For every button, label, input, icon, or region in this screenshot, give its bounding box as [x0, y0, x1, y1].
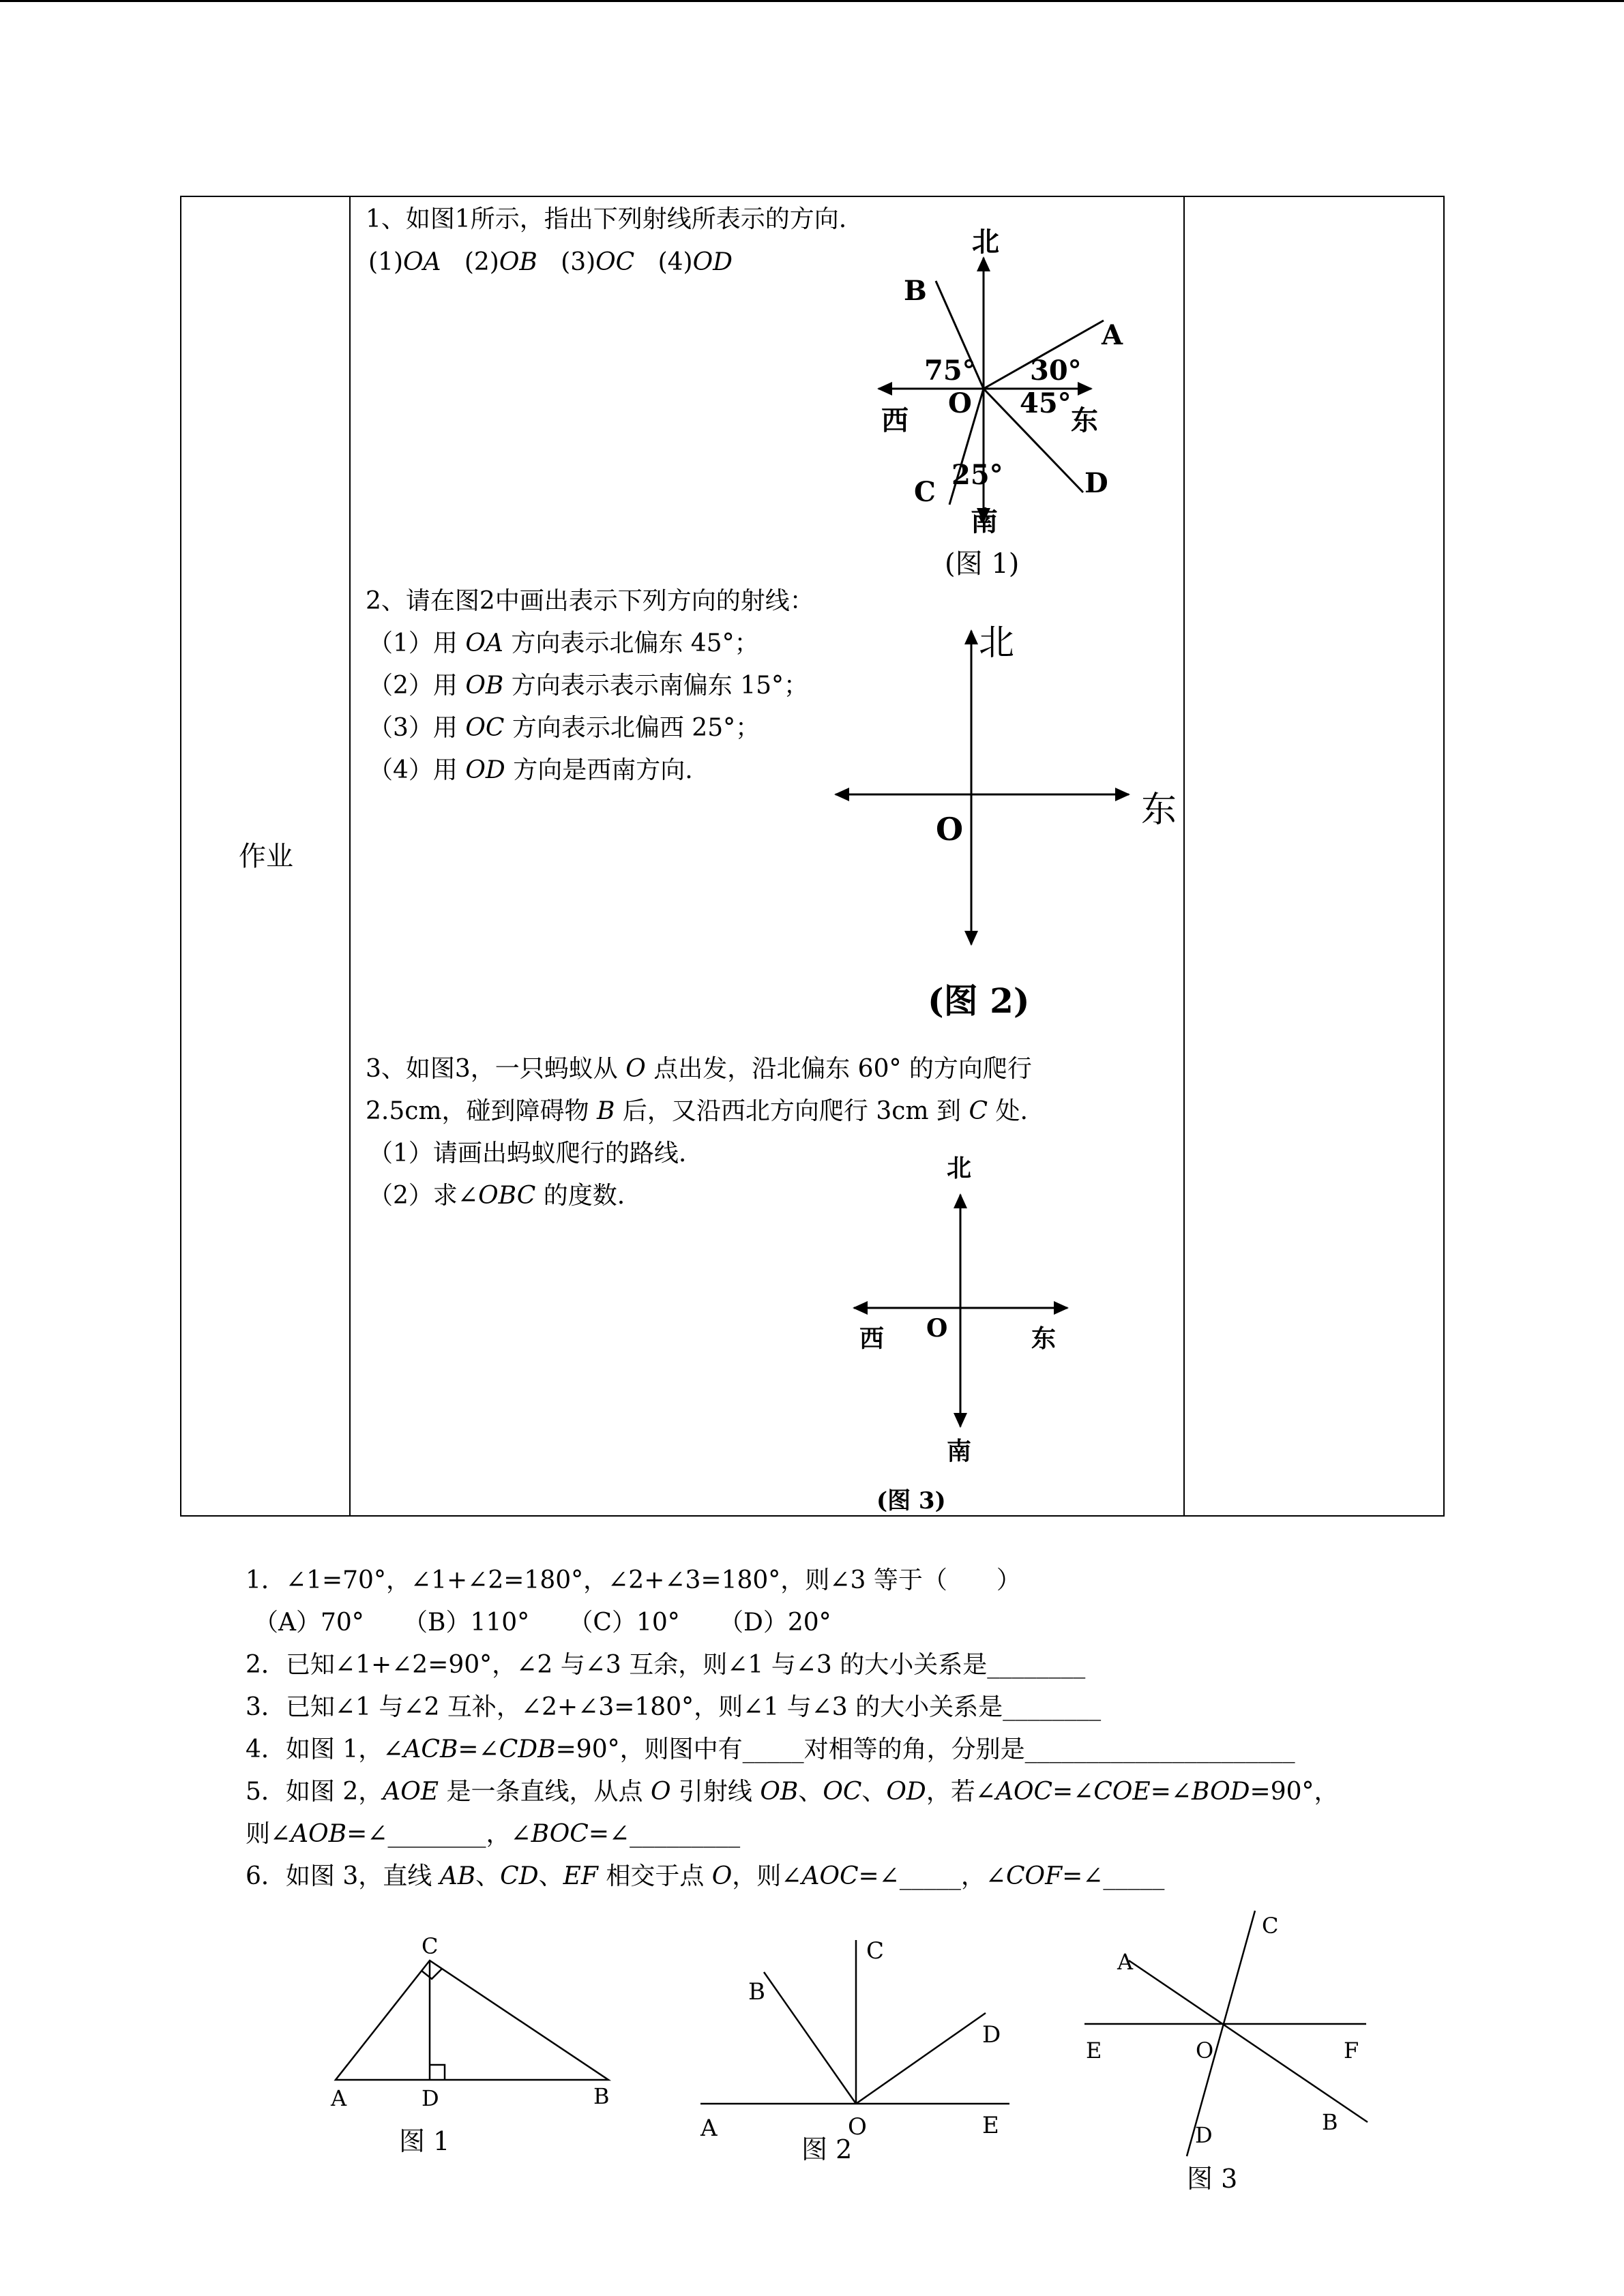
fig1-angle-a: 30° [1030, 355, 1082, 387]
fig1-label-d: D [1084, 467, 1108, 499]
ex-5: 5．如图 2，AOE 是一条直线，从点 O 引射线 OB、OC、OD，若∠AOC=∠COE=∠BOD=90°， [246, 1778, 1339, 1806]
fig1-east: 东 [1071, 404, 1098, 436]
fig1-origin: O [948, 387, 972, 419]
q3-sub-2: （2）求∠OBC 的度数. [368, 1182, 625, 1210]
fig1-caption: (图 1) [945, 548, 1020, 580]
ex-1: 1．∠1=70°，∠1+∠2=180°，∠2+∠3=180°，则∠3 等于（ ） [246, 1566, 1021, 1594]
right-angle-c [422, 1969, 442, 1979]
ex-fig2-a: A [700, 2115, 718, 2142]
fig1-angle-c: 25° [951, 459, 1003, 491]
ex-fig1-d: D [422, 2085, 439, 2111]
ray-od [856, 2013, 986, 2104]
fig3-north: 北 [947, 1154, 972, 1182]
fig1-north: 北 [972, 226, 999, 258]
fig3-east: 东 [1031, 1324, 1057, 1353]
fig3-origin: O [926, 1314, 948, 1343]
table-divider-1 [349, 196, 351, 1517]
figure-2-axes [818, 621, 1200, 1021]
ex-fig2-c: C [866, 1937, 885, 1965]
fig3-west: 西 [859, 1324, 885, 1353]
q3-sub-1: （1）请画出蚂蚁爬行的路线. [368, 1139, 687, 1167]
right-angle-d [430, 2065, 445, 2080]
page-top-border [0, 0, 1624, 2]
ex-1-options: （A）70° （B）110° （C）10° （D）20° [254, 1609, 831, 1637]
q2-line-2: （2）用 OB 方向表示表示南偏东 15°； [368, 672, 809, 700]
q3-line-2: 2.5cm，碰到障碍物 B 后，又沿西北方向爬行 3cm 到 C 处. [366, 1097, 1028, 1125]
fig1-label-c: C [914, 476, 936, 508]
ex-fig3-b: B [1322, 2109, 1338, 2135]
ex-fig3-caption: 图 3 [1187, 2164, 1238, 2194]
fig3-south: 南 [947, 1437, 972, 1465]
fig2-east: 东 [1141, 790, 1177, 831]
ex-3: 3．已知∠1 与∠2 互补，∠2+∠3=180°，则∠1 与∠3 的大小关系是________ [246, 1693, 1102, 1721]
ex-fig3-o: O [1196, 2038, 1214, 2063]
ex-figure-1-triangle [321, 1923, 634, 2155]
line-cd [1187, 1911, 1255, 2156]
ex-fig3-a: A [1117, 1949, 1134, 1975]
q1-parts: (1)OA (2)OB (3)OC (4)OD [368, 248, 733, 276]
figure-3-compass [846, 1152, 1091, 1514]
ex-6: 6．如图 3，直线 AB、CD、EF 相交于点 O，则∠AOC=∠_____，∠COF=∠_____ [246, 1862, 1165, 1890]
row-label: 作业 [239, 841, 293, 872]
ex-fig2-e: E [982, 2112, 999, 2139]
fig2-north: 北 [979, 623, 1015, 664]
ex-fig3-e: E [1086, 2038, 1102, 2063]
q2-line-1: （1）用 OA 方向表示北偏东 45°； [368, 629, 759, 657]
ray-ob [764, 1972, 856, 2104]
q3-line-1: 3、如图3，一只蚂蚁从 O 点出发，沿北偏东 60° 的方向爬行 [366, 1055, 1032, 1083]
fig1-angle-b: 75° [924, 355, 976, 387]
ex-5-cont: 则∠AOB=∠________，∠BOC=∠_________ [246, 1820, 741, 1848]
triangle-acb [336, 1960, 608, 2080]
ex-4: 4．如图 1，∠ACB=∠CDB=90°，则图中有_____对相等的角，分别是______________________ [246, 1735, 1295, 1763]
ex-fig3-f: F [1344, 2038, 1359, 2063]
fig1-label-b: B [904, 275, 927, 307]
ex-fig2-d: D [982, 2021, 1001, 2048]
line-ab [1129, 1960, 1368, 2122]
ex-fig1-b: B [593, 2083, 610, 2109]
fig1-label-a: A [1102, 319, 1123, 351]
fig1-south: 南 [971, 505, 998, 537]
ex-fig3-c: C [1262, 1913, 1279, 1939]
ex-fig3-d: D [1195, 2122, 1213, 2148]
ex-fig2-o: O [848, 2113, 867, 2141]
ex-fig2-b: B [748, 1978, 765, 2006]
fig2-caption: (图 2) [928, 981, 1030, 1021]
ex-fig1-c: C [422, 1933, 439, 1959]
fig1-west: 西 [881, 404, 909, 436]
ex-fig2-caption: 图 2 [801, 2134, 853, 2164]
fig3-caption: (图 3) [876, 1487, 946, 1515]
ex-figure-2-rays [692, 1923, 1027, 2162]
ex-fig1-caption: 图 1 [399, 2126, 450, 2156]
homework-table [180, 196, 1445, 1517]
q1-title: 1、如图1所示，指出下列射线所表示的方向. [366, 205, 847, 233]
q2-line-3: （3）用 OC 方向表示北偏西 25°； [368, 714, 761, 742]
q2-title: 2、请在图2中画出表示下列方向的射线： [366, 587, 814, 615]
fig2-origin: O [936, 811, 964, 848]
ex-figure-3-intersecting-lines [1071, 1903, 1385, 2203]
fig1-angle-d: 45° [1020, 387, 1072, 419]
q2-line-4: （4）用 OD 方向是西南方向. [368, 756, 693, 784]
ex-2: 2．已知∠1+∠2=90°，∠2 与∠3 互余，则∠1 与∠3 的大小关系是________ [246, 1651, 1086, 1679]
ex-fig1-a: A [331, 2085, 347, 2111]
figure-1-compass [853, 218, 1125, 580]
